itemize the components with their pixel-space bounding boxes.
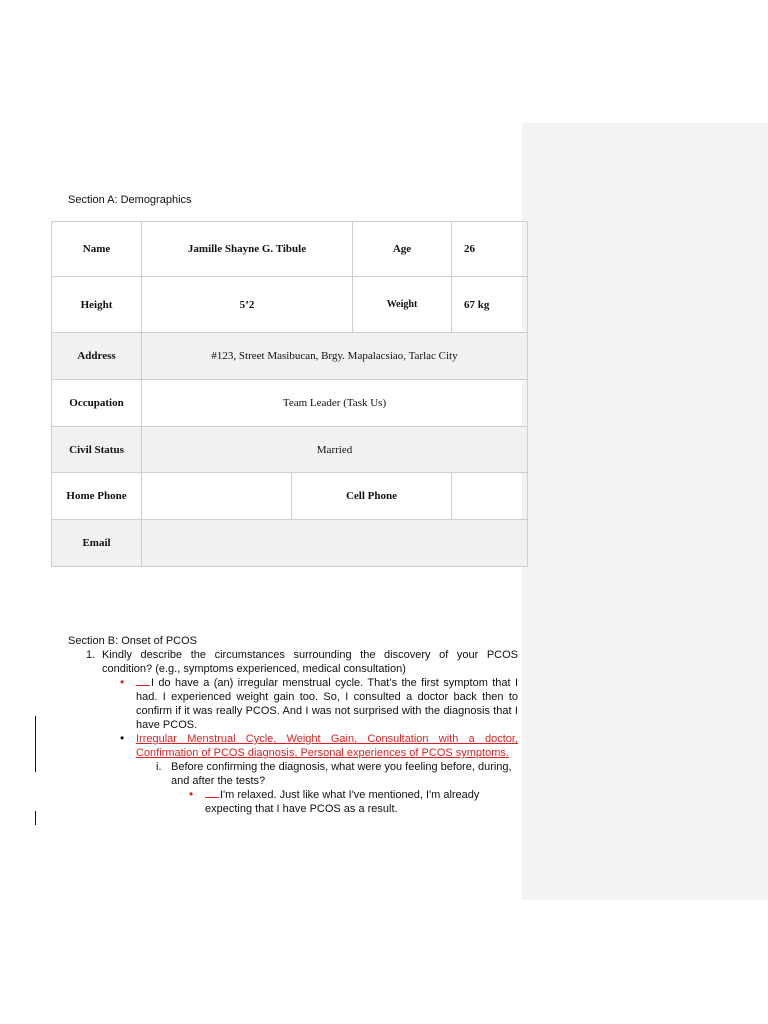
question-1 [68, 648, 518, 676]
bullet-icon: • [189, 787, 194, 801]
civil-status-value: Married [142, 427, 528, 473]
comment-pane [522, 123, 768, 900]
row-height-weight [52, 277, 528, 333]
row-occupation [52, 380, 528, 427]
height-value: 5’2 [142, 277, 353, 333]
demographics-table [51, 221, 528, 567]
age-label: Age [353, 222, 452, 277]
civil-status-label: Civil Status [52, 427, 142, 473]
sub-question-i [68, 760, 518, 788]
section-a-title: Section A: Demographics [68, 194, 192, 206]
home-phone-value [142, 473, 292, 520]
answer-2-item [68, 788, 518, 816]
question-1-number: 1. [86, 649, 96, 661]
name-label: Name [52, 222, 142, 277]
answer-1-text: I do have a (an) irregular menstrual cycle. That’s the first symptom that I had. I experienced weight gain too. So, I consulted a doctor back then to confirm if it was really PCOS. And I was not surprised with the diagnosis that I have PCOS. [136, 677, 518, 731]
insert-mark [136, 685, 150, 686]
sub-question-number: i. [156, 761, 162, 773]
question-1-text: Kindly describe the circumstances surrounding the discovery of your PCOS condition? (e.g., symptoms experienced, medical consultation) [102, 649, 518, 675]
bullet-icon: • [120, 731, 125, 745]
section-b [68, 634, 518, 816]
address-label: Address [52, 333, 142, 380]
row-civil-status [52, 427, 528, 473]
codes-text: Irregular Menstrual Cycle, Weight Gain, Consultation with a doctor, Confirmation of PCOS diagnosis, Personal experiences of PCOS symptoms. [136, 733, 518, 759]
sub-question-text: Before confirming the diagnosis, what were you feeling before, during, and after the tests? [171, 761, 512, 787]
answer-2-text: I'm relaxed. Just like what I've mentioned, I'm already expecting that I have PCOS as a result. [205, 789, 480, 815]
row-email [52, 520, 528, 567]
weight-label: Weight [353, 277, 452, 333]
email-value [142, 520, 528, 567]
insert-mark [205, 797, 219, 798]
row-name-age [52, 222, 528, 277]
home-phone-label: Home Phone [52, 473, 142, 520]
cell-phone-value [452, 473, 528, 520]
change-bar [35, 716, 36, 772]
bullet-icon: • [120, 675, 125, 689]
row-phones [52, 473, 528, 520]
cell-phone-label: Cell Phone [292, 473, 452, 520]
weight-value: 67 kg [452, 277, 528, 333]
email-label: Email [52, 520, 142, 567]
codes-item [68, 732, 518, 760]
occupation-value: Team Leader (Task Us) [142, 380, 528, 427]
row-address [52, 333, 528, 380]
name-value: Jamille Shayne G. Tibule [142, 222, 353, 277]
change-bar [35, 811, 36, 825]
occupation-label: Occupation [52, 380, 142, 427]
age-value: 26 [452, 222, 528, 277]
section-b-title: Section B: Onset of PCOS [68, 635, 198, 647]
height-label: Height [52, 277, 142, 333]
answer-1-item [68, 676, 518, 732]
address-value: #123, Street Masibucan, Brgy. Mapalacsiao, Tarlac City [142, 333, 528, 380]
